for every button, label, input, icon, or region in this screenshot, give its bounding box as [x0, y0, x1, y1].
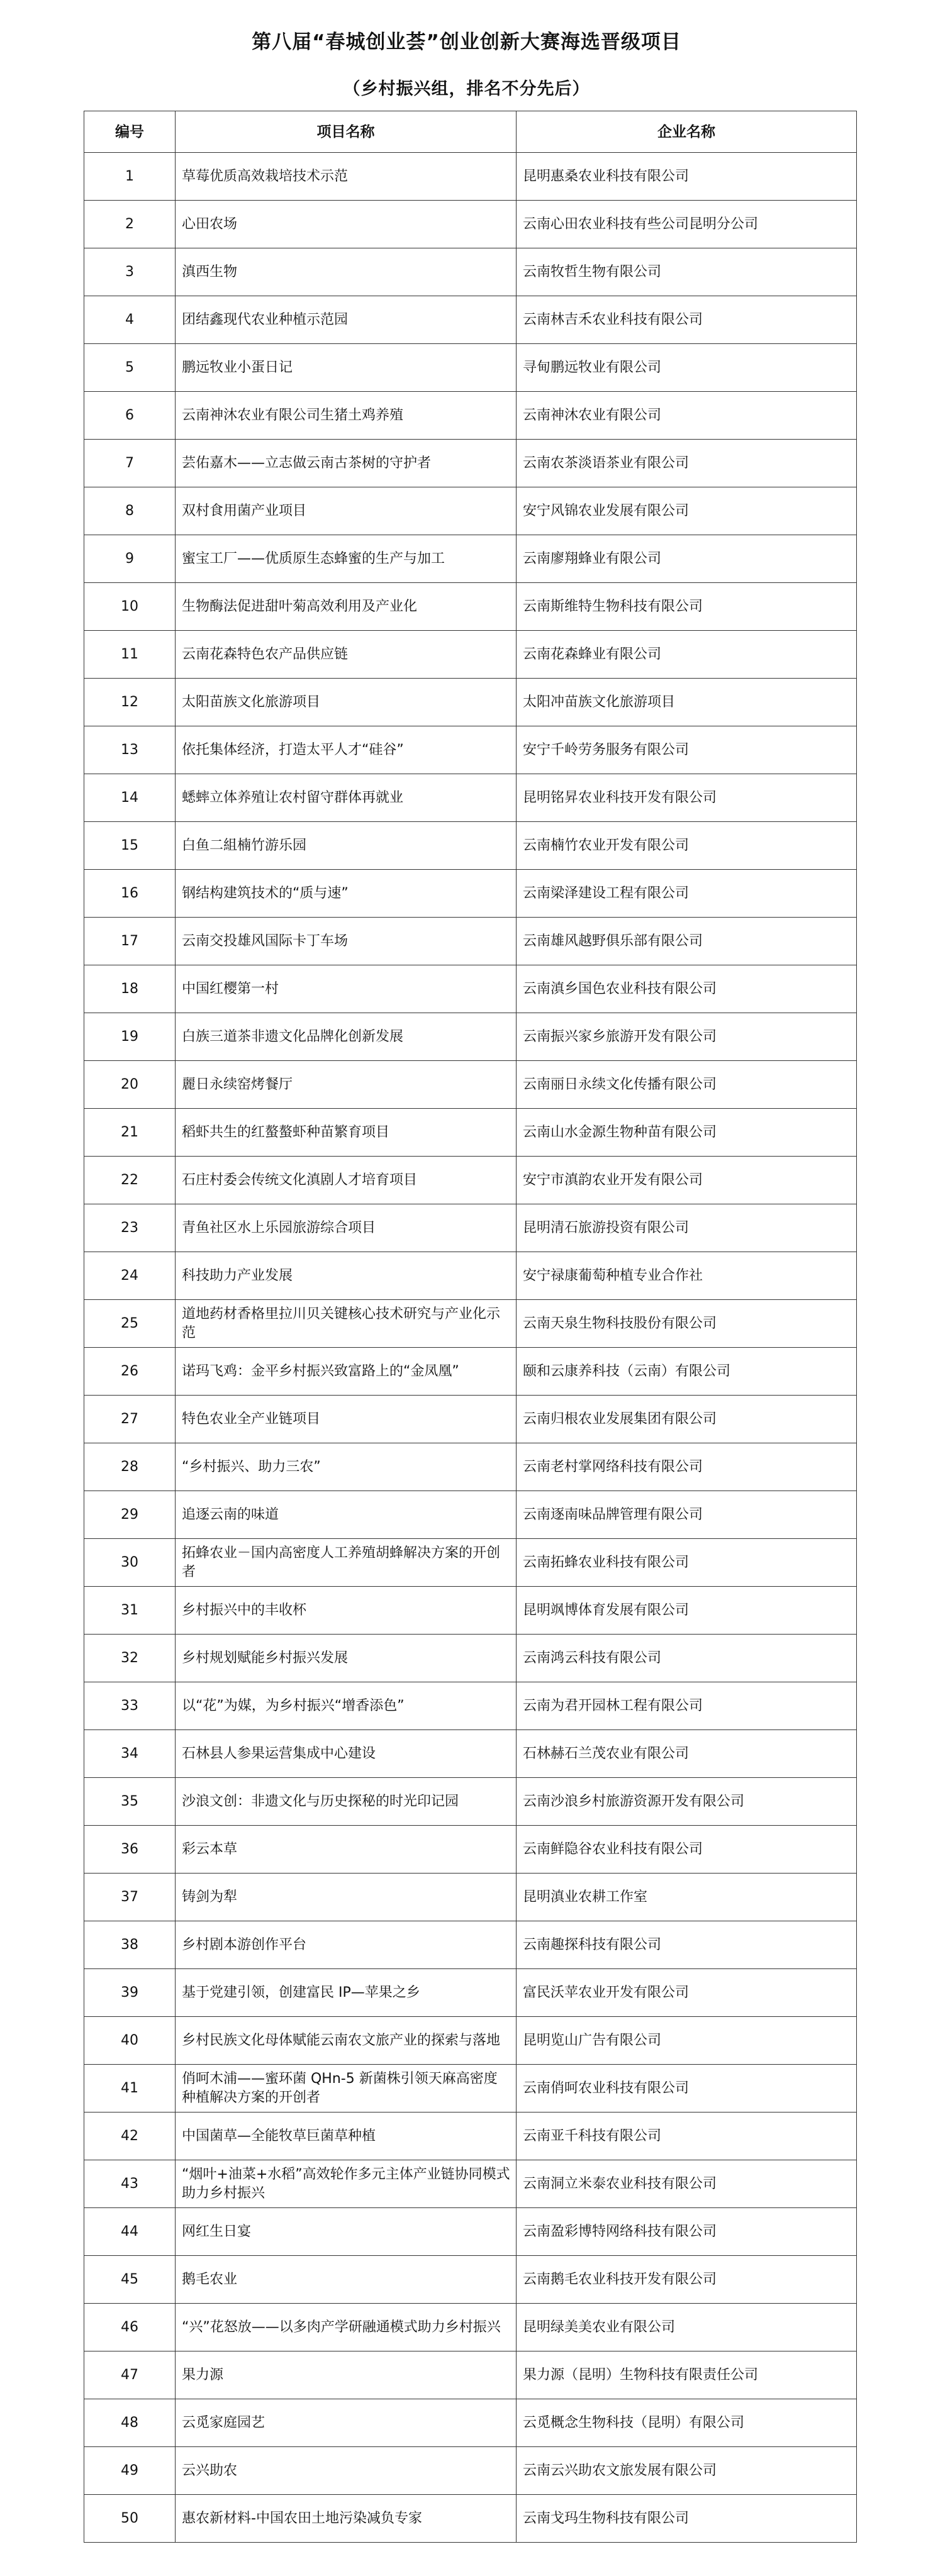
header-number: 编号	[84, 111, 176, 153]
project-name-cell: 中国红樱第一村	[176, 965, 517, 1013]
project-name-cell: 云南花森特色农产品供应链	[176, 631, 517, 679]
project-name-cell: “乡村振兴、助力三农”	[176, 1443, 517, 1491]
table-row	[84, 965, 857, 1013]
project-name-cell: 诺玛飞鸡：金平乡村振兴致富路上的“金凤凰”	[176, 1348, 517, 1396]
project-name-cell: 太阳苗族文化旅游项目	[176, 679, 517, 726]
project-name-cell: 惠农新材料-中国农田土地污染减负专家	[176, 2495, 517, 2543]
project-name-cell: 网红生日宴	[176, 2208, 517, 2256]
project-name-cell: 云南交投雄风国际卡丁车场	[176, 918, 517, 965]
table-row	[84, 870, 857, 918]
company-name-cell: 颐和云康养科技（云南）有限公司	[517, 1348, 857, 1396]
table-row	[84, 1109, 857, 1157]
row-number: 5	[84, 344, 176, 392]
row-number: 36	[84, 1826, 176, 1874]
project-name-cell: 麗日永续窑烤餐厅	[176, 1061, 517, 1109]
table-row	[84, 2399, 857, 2447]
table-row	[84, 918, 857, 965]
company-name-cell: 果力源（昆明）生物科技有限责任公司	[517, 2351, 857, 2399]
row-number: 17	[84, 918, 176, 965]
row-number: 42	[84, 2112, 176, 2160]
company-name-cell: 云南梁泽建设工程有限公司	[517, 870, 857, 918]
project-name-cell: 沙浪文创：非遗文化与历史探秘的时光印记园	[176, 1778, 517, 1826]
project-name-cell: 双村食用菌产业项目	[176, 487, 517, 535]
project-name-cell: 中国菌草—全能牧草巨菌草种植	[176, 2112, 517, 2160]
table-row	[84, 1157, 857, 1204]
table-row	[84, 2017, 857, 2065]
company-name-cell: 云南云兴助农文旅发展有限公司	[517, 2447, 857, 2495]
company-name-cell: 云南为君开园林工程有限公司	[517, 1682, 857, 1730]
table-row	[84, 2112, 857, 2160]
company-name-cell: 云南农茶淡语茶业有限公司	[517, 440, 857, 487]
project-name-cell: 草莓优质高效栽培技术示范	[176, 153, 517, 201]
company-name-cell: 安宁市滇韵农业开发有限公司	[517, 1157, 857, 1204]
company-name-cell: 昆明清石旅游投资有限公司	[517, 1204, 857, 1252]
table-row	[84, 440, 857, 487]
company-name-cell: 云南老村掌网络科技有限公司	[517, 1443, 857, 1491]
projects-table	[84, 111, 857, 2543]
company-name-cell: 云南廖翔蜂业有限公司	[517, 535, 857, 583]
table-row	[84, 535, 857, 583]
row-number: 3	[84, 248, 176, 296]
row-number: 6	[84, 392, 176, 440]
company-name-cell: 云南洞立米泰农业科技有限公司	[517, 2160, 857, 2208]
table-row	[84, 1396, 857, 1443]
company-name-cell: 昆明飒博体育发展有限公司	[517, 1587, 857, 1635]
row-number: 29	[84, 1491, 176, 1539]
page-subtitle: （乡村振兴组，排名不分先后）	[343, 79, 590, 99]
table-body	[84, 153, 857, 2543]
company-name-cell: 云南楠竹农业开发有限公司	[517, 822, 857, 870]
row-number: 18	[84, 965, 176, 1013]
company-name-cell: 云南斯维特生物科技有限公司	[517, 583, 857, 631]
table-row	[84, 726, 857, 774]
table-row	[84, 153, 857, 201]
table-row	[84, 2447, 857, 2495]
row-number: 21	[84, 1109, 176, 1157]
row-number: 13	[84, 726, 176, 774]
company-name-cell: 云南山水金源生物种苗有限公司	[517, 1109, 857, 1157]
project-name-cell: 云兴助农	[176, 2447, 517, 2495]
row-number: 9	[84, 535, 176, 583]
company-name-cell: 安宁千岭劳务服务有限公司	[517, 726, 857, 774]
table-row	[84, 1204, 857, 1252]
project-name-cell: 科技助力产业发展	[176, 1252, 517, 1300]
row-number: 35	[84, 1778, 176, 1826]
row-number: 40	[84, 2017, 176, 2065]
project-name-cell: 云觅家庭园艺	[176, 2399, 517, 2447]
project-name-cell: 乡村规划赋能乡村振兴发展	[176, 1635, 517, 1682]
row-number: 20	[84, 1061, 176, 1109]
table-row	[84, 1491, 857, 1539]
table-row	[84, 1300, 857, 1348]
project-name-cell: 铸剑为犁	[176, 1874, 517, 1921]
company-name-cell: 云南天泉生物科技股份有限公司	[517, 1300, 857, 1348]
table-row	[84, 296, 857, 344]
row-number: 27	[84, 1396, 176, 1443]
project-name-cell: 团结鑫现代农业种植示范园	[176, 296, 517, 344]
table-row	[84, 487, 857, 535]
row-number: 16	[84, 870, 176, 918]
table-row	[84, 1013, 857, 1061]
row-number: 22	[84, 1157, 176, 1204]
company-name-cell: 云南归根农业发展集团有限公司	[517, 1396, 857, 1443]
company-name-cell: 安宁风锦农业发展有限公司	[517, 487, 857, 535]
row-number: 43	[84, 2160, 176, 2208]
row-number: 33	[84, 1682, 176, 1730]
table-row	[84, 1587, 857, 1635]
row-number: 41	[84, 2065, 176, 2112]
project-name-cell: 生物酶法促进甜叶菊高效利用及产业化	[176, 583, 517, 631]
project-name-cell: 白族三道茶非遗文化品牌化创新发展	[176, 1013, 517, 1061]
project-name-cell: 道地药材香格里拉川贝关键核心技术研究与产业化示范	[176, 1300, 517, 1348]
company-name-cell: 云南滇乡国色农业科技有限公司	[517, 965, 857, 1013]
company-name-cell: 云南趣探科技有限公司	[517, 1921, 857, 1969]
row-number: 2	[84, 201, 176, 248]
project-name-cell: “烟叶+油菜+水稻”高效轮作多元主体产业链协同模式助力乡村振兴	[176, 2160, 517, 2208]
project-name-cell: 彩云本草	[176, 1826, 517, 1874]
row-number: 23	[84, 1204, 176, 1252]
row-number: 48	[84, 2399, 176, 2447]
table-row	[84, 2208, 857, 2256]
row-number: 19	[84, 1013, 176, 1061]
table-row	[84, 1682, 857, 1730]
row-number: 14	[84, 774, 176, 822]
project-name-cell: 青鱼社区水上乐园旅游综合项目	[176, 1204, 517, 1252]
table-row	[84, 1826, 857, 1874]
company-name-cell: 云南俏呵农业科技有限公司	[517, 2065, 857, 2112]
project-name-cell: 石林县人参果运营集成中心建设	[176, 1730, 517, 1778]
company-name-cell: 昆明铭昇农业科技开发有限公司	[517, 774, 857, 822]
project-name-cell: 心田农场	[176, 201, 517, 248]
row-number: 4	[84, 296, 176, 344]
table-row	[84, 774, 857, 822]
company-name-cell: 云南鹅毛农业科技开发有限公司	[517, 2256, 857, 2304]
table-row	[84, 1778, 857, 1826]
company-name-cell: 寻甸鹏远牧业有限公司	[517, 344, 857, 392]
company-name-cell: 富民沃苹农业开发有限公司	[517, 1969, 857, 2017]
company-name-cell: 云南鸿云科技有限公司	[517, 1635, 857, 1682]
header-company-name: 企业名称	[517, 111, 857, 153]
company-name-cell: 云南丽日永续文化传播有限公司	[517, 1061, 857, 1109]
table-row	[84, 1539, 857, 1587]
project-name-cell: 乡村剧本游创作平台	[176, 1921, 517, 1969]
project-name-cell: 蜜宝工厂——优质原生态蜂蜜的生产与加工	[176, 535, 517, 583]
company-name-cell: 昆明惠桑农业科技有限公司	[517, 153, 857, 201]
row-number: 32	[84, 1635, 176, 1682]
table-row	[84, 631, 857, 679]
table-row	[84, 1635, 857, 1682]
company-name-cell: 云南花森蜂业有限公司	[517, 631, 857, 679]
row-number: 46	[84, 2304, 176, 2351]
table-row	[84, 1061, 857, 1109]
project-name-cell: 乡村振兴中的丰收杯	[176, 1587, 517, 1635]
project-name-cell: 云南神沐农业有限公司生猪土鸡养殖	[176, 392, 517, 440]
table-row	[84, 392, 857, 440]
row-number: 1	[84, 153, 176, 201]
table-row	[84, 1874, 857, 1921]
row-number: 11	[84, 631, 176, 679]
project-name-cell: 钢结构建筑技术的“质与速”	[176, 870, 517, 918]
table-row	[84, 2351, 857, 2399]
row-number: 38	[84, 1921, 176, 1969]
company-name-cell: 云南林吉禾农业科技有限公司	[517, 296, 857, 344]
company-name-cell: 云觅概念生物科技（昆明）有限公司	[517, 2399, 857, 2447]
company-name-cell: 云南盈彩博特网络科技有限公司	[517, 2208, 857, 2256]
table-row	[84, 2065, 857, 2112]
project-name-cell: 蟋蟀立体养殖让农村留守群体再就业	[176, 774, 517, 822]
row-number: 10	[84, 583, 176, 631]
project-name-cell: 基于党建引领，创建富民 IP—苹果之乡	[176, 1969, 517, 2017]
row-number: 30	[84, 1539, 176, 1587]
row-number: 26	[84, 1348, 176, 1396]
company-name-cell: 石林赫石兰茂农业有限公司	[517, 1730, 857, 1778]
project-name-cell: 追逐云南的味道	[176, 1491, 517, 1539]
table-row	[84, 248, 857, 296]
table-header-row	[84, 111, 857, 153]
table-row	[84, 1730, 857, 1778]
row-number: 25	[84, 1300, 176, 1348]
company-name-cell: 云南拓蜂农业科技有限公司	[517, 1539, 857, 1587]
company-name-cell: 云南心田农业科技有些公司昆明分公司	[517, 201, 857, 248]
company-name-cell: 昆明览山广告有限公司	[517, 2017, 857, 2065]
project-name-cell: 拓蜂农业－国内高密度人工养殖胡蜂解决方案的开创者	[176, 1539, 517, 1587]
company-name-cell: 昆明绿美美农业有限公司	[517, 2304, 857, 2351]
project-name-cell: 稻虾共生的红螯螯虾种苗繁育项目	[176, 1109, 517, 1157]
table-row	[84, 822, 857, 870]
project-name-cell: 特色农业全产业链项目	[176, 1396, 517, 1443]
company-name-cell: 安宁禄康葡萄种植专业合作社	[517, 1252, 857, 1300]
table-row	[84, 1348, 857, 1396]
row-number: 31	[84, 1587, 176, 1635]
row-number: 49	[84, 2447, 176, 2495]
project-name-cell: “兴”花怒放——以多肉产学研融通模式助力乡村振兴	[176, 2304, 517, 2351]
row-number: 45	[84, 2256, 176, 2304]
company-name-cell: 昆明滇业农耕工作室	[517, 1874, 857, 1921]
page-title: 第八届“春城创业荟”创业创新大赛海选晋级项目	[252, 31, 681, 53]
table-row	[84, 201, 857, 248]
table-row	[84, 1969, 857, 2017]
table-row	[84, 2304, 857, 2351]
project-name-cell: 鹏远牧业小蛋日记	[176, 344, 517, 392]
row-number: 37	[84, 1874, 176, 1921]
table-row	[84, 2160, 857, 2208]
row-number: 12	[84, 679, 176, 726]
row-number: 39	[84, 1969, 176, 2017]
company-name-cell: 云南牧哲生物有限公司	[517, 248, 857, 296]
project-name-cell: 乡村民族文化母体赋能云南农文旅产业的探索与落地	[176, 2017, 517, 2065]
company-name-cell: 云南戈玛生物科技有限公司	[517, 2495, 857, 2543]
header-project-name: 项目名称	[176, 111, 517, 153]
company-name-cell: 云南雄风越野俱乐部有限公司	[517, 918, 857, 965]
company-name-cell: 云南逐南味品牌管理有限公司	[517, 1491, 857, 1539]
table-row	[84, 1252, 857, 1300]
company-name-cell: 云南神沐农业有限公司	[517, 392, 857, 440]
project-name-cell: 俏呵木浦——蜜环菌 QHn-5 新菌株引领天麻高密度种植解决方案的开创者	[176, 2065, 517, 2112]
row-number: 8	[84, 487, 176, 535]
row-number: 7	[84, 440, 176, 487]
row-number: 34	[84, 1730, 176, 1778]
row-number: 24	[84, 1252, 176, 1300]
company-name-cell: 太阳冲苗族文化旅游项目	[517, 679, 857, 726]
project-name-cell: 白鱼二組楠竹游乐园	[176, 822, 517, 870]
project-name-cell: 果力源	[176, 2351, 517, 2399]
project-name-cell: 滇西生物	[176, 248, 517, 296]
project-name-cell: 石庄村委会传统文化滇剧人才培育项目	[176, 1157, 517, 1204]
company-name-cell: 云南鲜隐谷农业科技有限公司	[517, 1826, 857, 1874]
company-name-cell: 云南振兴家乡旅游开发有限公司	[517, 1013, 857, 1061]
row-number: 28	[84, 1443, 176, 1491]
row-number: 44	[84, 2208, 176, 2256]
table-row	[84, 344, 857, 392]
table-row	[84, 2256, 857, 2304]
table-row	[84, 583, 857, 631]
project-name-cell: 鹅毛农业	[176, 2256, 517, 2304]
company-name-cell: 云南亚千科技有限公司	[517, 2112, 857, 2160]
table-row	[84, 679, 857, 726]
project-name-cell: 芸佑嘉木——立志做云南古茶树的守护者	[176, 440, 517, 487]
row-number: 15	[84, 822, 176, 870]
project-name-cell: 依托集体经济，打造太平人才“硅谷”	[176, 726, 517, 774]
table-row	[84, 1443, 857, 1491]
company-name-cell: 云南沙浪乡村旅游资源开发有限公司	[517, 1778, 857, 1826]
table-row	[84, 1921, 857, 1969]
table-row	[84, 2495, 857, 2543]
project-name-cell: 以“花”为媒，为乡村振兴“增香添色”	[176, 1682, 517, 1730]
row-number: 47	[84, 2351, 176, 2399]
row-number: 50	[84, 2495, 176, 2543]
